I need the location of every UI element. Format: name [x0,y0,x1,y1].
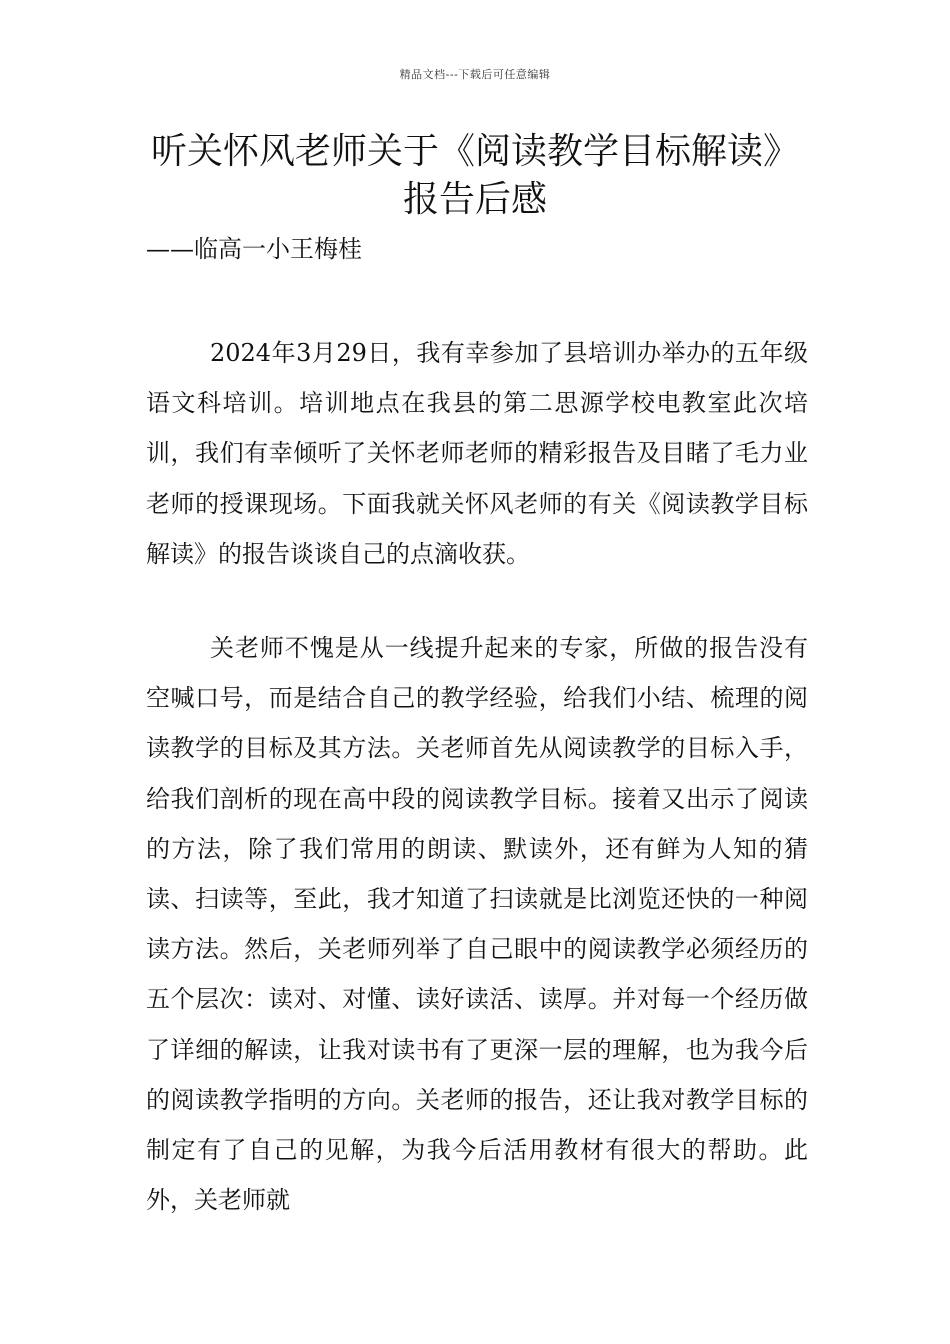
paragraph: 2024年3月29日，我有幸参加了县培训办举办的五年级语文科培训。培训地点在我县的第二思源学校电教室此次培训，我们有幸倾听了关怀老师老师的精彩报告及目睹了毛力业老师的授课现场。下面我就关怀风老师的有关《阅读教学目标解读》的报告谈谈自己的点滴收获。 [146,339,808,568]
header-note: 精品文档---下载后可任意编辑 [399,68,551,81]
author-line: ——临高一小王梅桂 [146,235,362,263]
paragraph: 关老师不愧是从一线提升起来的专家，所做的报告没有空喊口号，而是结合自己的教学经验，给我们小结、梳理的阅读教学的目标及其方法。关老师首先从阅读教学的目标入手，给我们剖析的现在高中段的阅读教学目标。接着又出示了阅读的方法，除了我们常用的朗读、默读外，还有鲜为人知的猜读、扫读等，至此，我才知道了扫读就是比浏览还快的一种阅读方法。然后，关老师列举了自己眼中的阅读教学必须经历的五个层次：读对、对懂、读好读活、读厚。并对每一个经历做了详细的解读，让我对读书有了更深一层的理解，也为我今后的阅读教学指明的方向。关老师的报告，还让我对教学目标的制定有了自己的见解，为我今后活用教材有很大的帮助。此外，关老师就 [146,634,808,1215]
document-title: 听关怀风老师关于《阅读教学目标解读》报告后感 [150,131,799,220]
